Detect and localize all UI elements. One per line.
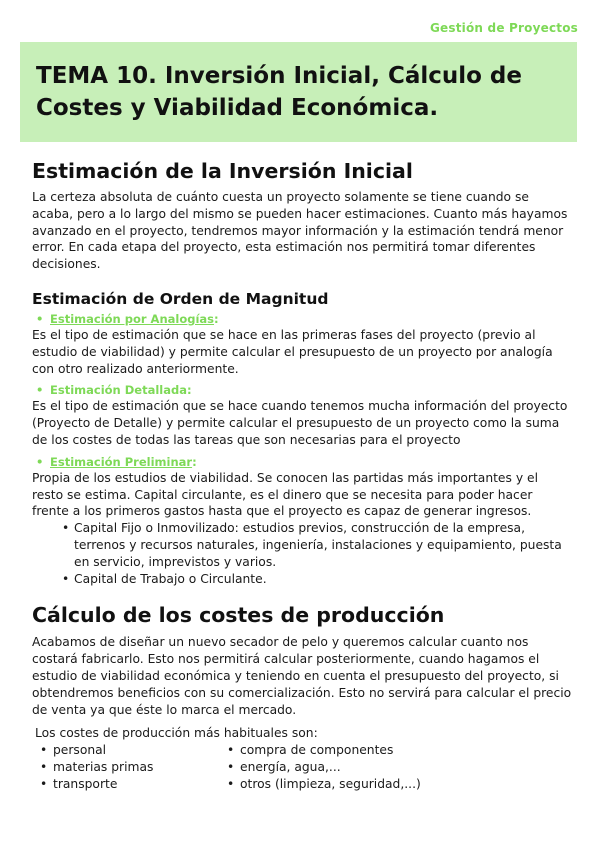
bullet-icon: • (36, 311, 44, 326)
estimation-label (32, 454, 572, 470)
list-item: • materias primas (32, 759, 219, 776)
list-item: • otros (limpieza, seguridad,...) (219, 776, 421, 793)
estimation-label-suffix: : (192, 454, 197, 469)
list-item: • compra de componentes (219, 742, 421, 759)
list-item: • Capital Fijo o Inmovilizado: estudios previos, construcción de la empresa, terrenos y recursos naturales, ingeniería, instalaciones y equipamiento, puesta en servicio, imprevistos y varios. (74, 520, 572, 570)
estimation-description: Es el tipo de estimación que se hace cuando tenemos mucha información del proyecto (Proyecto de Detalle) y permite calcular el presupuesto de un proyecto como la suma de los costes de todas las tareas que son necesarias para el proyecto (32, 399, 568, 447)
bullet-icon: • (36, 454, 44, 469)
section-intro-inversion: La certeza absoluta de cuánto cuesta un proyecto solamente se tiene cuando se acaba, pero a lo largo del mismo se pueden hacer estimaciones. Cuanto más hayamos avanzado en el proyecto, tendremos mayor información y la estimación tendrá menor error. En cada etapa del proyecto, esta estimación nos permitirá tomar diferentes decisiones. (32, 190, 568, 272)
estimation-item-detallada (32, 382, 572, 448)
title-box (20, 42, 577, 142)
estimation-label (32, 311, 572, 327)
page-title (36, 60, 561, 124)
section-intro-costes: Acabamos de diseñar un nuevo secador de pelo y queremos calcular cuanto nos costará fabricarlo. Esto nos permitirá calcular posteriormente, cuando hagamos el estudio de viabilidad económica y teniendo en cuenta el presupuesto del proyecto, si obtendremos beneficios con su comercialización. Esto no servirá para calcular el precio de venta ya que éste lo marca el mercado. (32, 635, 572, 717)
title-line-2: Costes y Viabilidad Económica. (36, 95, 439, 121)
document-body (32, 156, 572, 793)
estimation-item-preliminar (32, 454, 572, 588)
cost-list (32, 742, 572, 792)
estimation-item-analogias (32, 311, 572, 377)
estimation-description: Es el tipo de estimación que se hace en las primeras fases del proyecto (previo al estudio de viabilidad) y permite calcular el presupuesto de un proyecto por analogía con otro realizado anteriormente. (32, 327, 553, 376)
subheading-orden-magnitud: Estimación de Orden de Magnitud (32, 289, 329, 308)
estimation-label (32, 382, 572, 398)
list-item: • energía, agua,... (219, 759, 421, 776)
cost-list-column-2 (219, 742, 421, 792)
estimation-label-suffix: : (214, 311, 219, 326)
cost-list-column-1 (32, 742, 219, 792)
header-label: Gestión de Proyectos (429, 21, 578, 35)
bullet-icon: • (36, 383, 44, 398)
estimation-label-text: Estimación Preliminar (50, 454, 193, 469)
capital-list (32, 520, 572, 587)
list-item: • personal (32, 742, 219, 759)
estimation-description: Propia de los estudios de viabilidad. Se conocen las partidas más importantes y el resto se estima. Capital circulante, es el dinero que se necesita para poder hacer frente a los primeros gastos hasta que el proyecto es capaz de generar ingresos. (32, 470, 538, 519)
title-line-1: TEMA 10. Inversión Inicial, Cálculo de (36, 63, 522, 89)
estimation-label-text: Estimación por Analogías (50, 311, 215, 326)
cost-list-intro: Los costes de producción más habituales son: (35, 726, 318, 741)
section-heading-inversion: Estimación de la Inversión Inicial (32, 159, 413, 183)
section-heading-costes: Cálculo de los costes de producción (32, 603, 445, 628)
list-item: • transporte (32, 776, 219, 793)
estimation-label-suffix: : (186, 383, 192, 398)
estimation-label-text: Estimación Detallada (50, 383, 187, 398)
list-item: • Capital de Trabajo o Circulante. (74, 571, 572, 588)
